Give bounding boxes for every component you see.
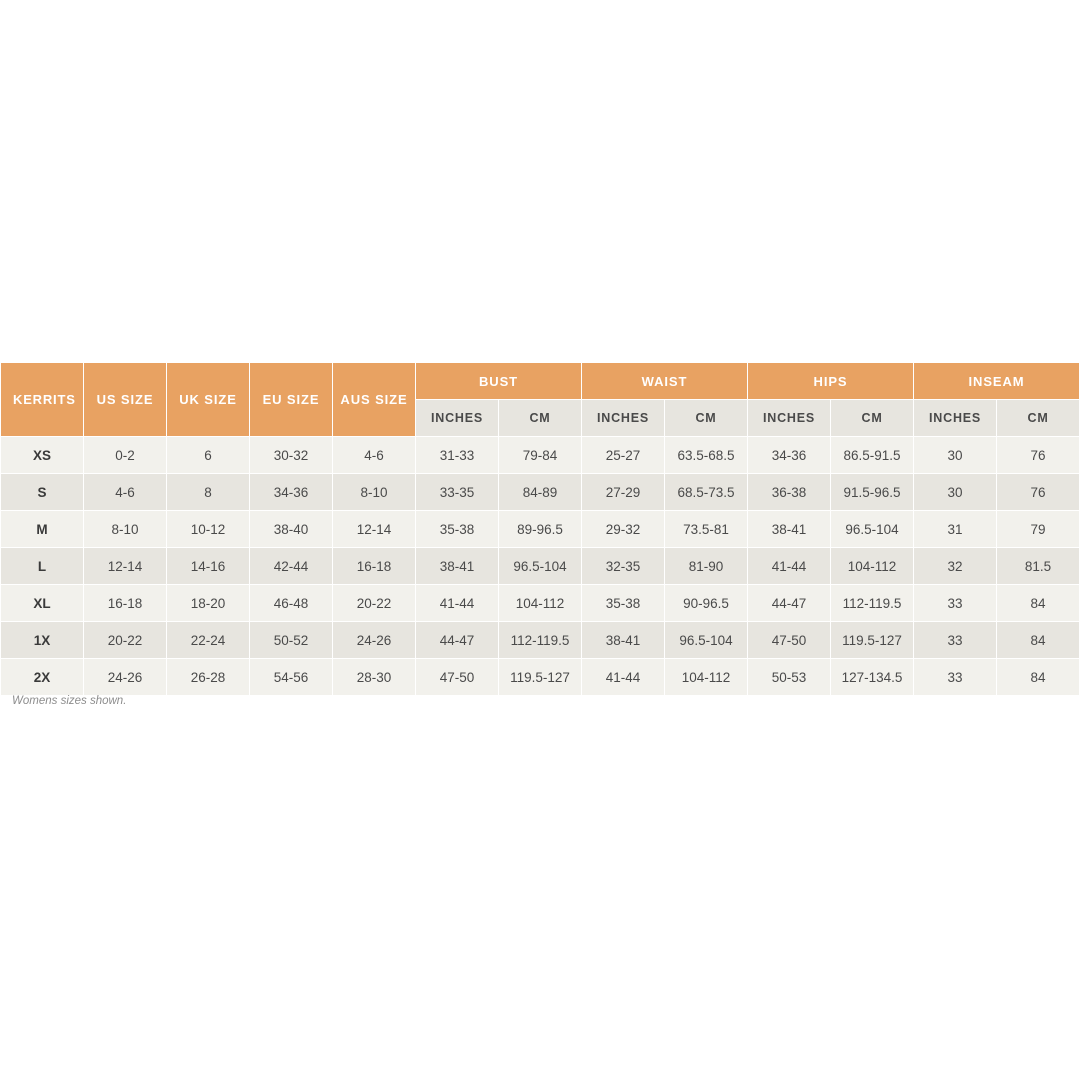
cell-inseam-cm: 76 xyxy=(997,437,1080,474)
cell-aus-size: 4-6 xyxy=(333,437,416,474)
cell-aus-size: 8-10 xyxy=(333,474,416,511)
cell-hips-cm: 91.5-96.5 xyxy=(831,474,914,511)
cell-eu-size: 38-40 xyxy=(250,511,333,548)
cell-bust-inches: 35-38 xyxy=(416,511,499,548)
cell-waist-cm: 68.5-73.5 xyxy=(665,474,748,511)
cell-hips-inches: 50-53 xyxy=(748,659,831,696)
cell-waist-inches: 32-35 xyxy=(582,548,665,585)
table-row xyxy=(1,659,1080,696)
unit-waist-inches: INCHES xyxy=(582,400,665,437)
cell-bust-cm: 112-119.5 xyxy=(499,622,582,659)
unit-bust-cm: CM xyxy=(499,400,582,437)
cell-waist-cm: 81-90 xyxy=(665,548,748,585)
cell-waist-inches: 41-44 xyxy=(582,659,665,696)
cell-uk-size: 8 xyxy=(167,474,250,511)
cell-us-size: 12-14 xyxy=(84,548,167,585)
cell-inseam-inches: 33 xyxy=(914,659,997,696)
cell-eu-size: 54-56 xyxy=(250,659,333,696)
cell-waist-cm: 63.5-68.5 xyxy=(665,437,748,474)
cell-uk-size: 26-28 xyxy=(167,659,250,696)
size-chart-table xyxy=(0,362,1080,696)
cell-inseam-inches: 30 xyxy=(914,474,997,511)
cell-hips-cm: 119.5-127 xyxy=(831,622,914,659)
cell-aus-size: 24-26 xyxy=(333,622,416,659)
group-header-hips: HIPS xyxy=(748,363,914,400)
row-size-label: M xyxy=(1,511,84,548)
cell-us-size: 0-2 xyxy=(84,437,167,474)
cell-hips-cm: 127-134.5 xyxy=(831,659,914,696)
cell-bust-inches: 41-44 xyxy=(416,585,499,622)
cell-hips-inches: 41-44 xyxy=(748,548,831,585)
cell-uk-size: 10-12 xyxy=(167,511,250,548)
cell-inseam-cm: 79 xyxy=(997,511,1080,548)
unit-inseam-cm: CM xyxy=(997,400,1080,437)
row-size-label: 1X xyxy=(1,622,84,659)
cell-bust-inches: 31-33 xyxy=(416,437,499,474)
cell-bust-inches: 47-50 xyxy=(416,659,499,696)
cell-waist-cm: 73.5-81 xyxy=(665,511,748,548)
cell-aus-size: 20-22 xyxy=(333,585,416,622)
cell-hips-inches: 47-50 xyxy=(748,622,831,659)
table-row xyxy=(1,511,1080,548)
row-size-label: S xyxy=(1,474,84,511)
cell-inseam-cm: 84 xyxy=(997,659,1080,696)
unit-hips-cm: CM xyxy=(831,400,914,437)
unit-waist-cm: CM xyxy=(665,400,748,437)
table-row xyxy=(1,585,1080,622)
cell-eu-size: 30-32 xyxy=(250,437,333,474)
cell-inseam-inches: 33 xyxy=(914,585,997,622)
cell-inseam-cm: 84 xyxy=(997,622,1080,659)
cell-waist-cm: 96.5-104 xyxy=(665,622,748,659)
cell-inseam-inches: 31 xyxy=(914,511,997,548)
cell-waist-inches: 38-41 xyxy=(582,622,665,659)
cell-hips-cm: 86.5-91.5 xyxy=(831,437,914,474)
cell-aus-size: 16-18 xyxy=(333,548,416,585)
cell-eu-size: 46-48 xyxy=(250,585,333,622)
cell-eu-size: 50-52 xyxy=(250,622,333,659)
group-header-us-size: US SIZE xyxy=(84,363,167,437)
cell-bust-inches: 33-35 xyxy=(416,474,499,511)
cell-hips-cm: 96.5-104 xyxy=(831,511,914,548)
table-row xyxy=(1,622,1080,659)
group-header-waist: WAIST xyxy=(582,363,748,400)
cell-inseam-cm: 76 xyxy=(997,474,1080,511)
table-row xyxy=(1,548,1080,585)
cell-waist-inches: 35-38 xyxy=(582,585,665,622)
cell-bust-cm: 89-96.5 xyxy=(499,511,582,548)
cell-bust-cm: 104-112 xyxy=(499,585,582,622)
size-chart-container xyxy=(0,362,1080,696)
cell-waist-cm: 90-96.5 xyxy=(665,585,748,622)
group-header-aus-size: AUS SIZE xyxy=(333,363,416,437)
group-header-bust: BUST xyxy=(416,363,582,400)
cell-hips-inches: 36-38 xyxy=(748,474,831,511)
row-size-label: 2X xyxy=(1,659,84,696)
cell-hips-cm: 112-119.5 xyxy=(831,585,914,622)
cell-hips-inches: 38-41 xyxy=(748,511,831,548)
cell-us-size: 20-22 xyxy=(84,622,167,659)
cell-uk-size: 14-16 xyxy=(167,548,250,585)
cell-inseam-cm: 84 xyxy=(997,585,1080,622)
cell-bust-cm: 119.5-127 xyxy=(499,659,582,696)
cell-hips-cm: 104-112 xyxy=(831,548,914,585)
cell-aus-size: 12-14 xyxy=(333,511,416,548)
cell-bust-cm: 84-89 xyxy=(499,474,582,511)
cell-inseam-inches: 30 xyxy=(914,437,997,474)
row-size-label: XS xyxy=(1,437,84,474)
cell-waist-cm: 104-112 xyxy=(665,659,748,696)
unit-inseam-inches: INCHES xyxy=(914,400,997,437)
cell-hips-inches: 34-36 xyxy=(748,437,831,474)
row-size-label: XL xyxy=(1,585,84,622)
cell-bust-inches: 44-47 xyxy=(416,622,499,659)
cell-inseam-inches: 32 xyxy=(914,548,997,585)
cell-inseam-inches: 33 xyxy=(914,622,997,659)
cell-us-size: 24-26 xyxy=(84,659,167,696)
cell-uk-size: 6 xyxy=(167,437,250,474)
cell-waist-inches: 27-29 xyxy=(582,474,665,511)
cell-bust-cm: 79-84 xyxy=(499,437,582,474)
cell-eu-size: 34-36 xyxy=(250,474,333,511)
cell-waist-inches: 29-32 xyxy=(582,511,665,548)
chart-footnote: Womens sizes shown. xyxy=(12,695,127,707)
table-row xyxy=(1,474,1080,511)
group-header-eu-size: EU SIZE xyxy=(250,363,333,437)
cell-bust-cm: 96.5-104 xyxy=(499,548,582,585)
cell-us-size: 4-6 xyxy=(84,474,167,511)
cell-us-size: 8-10 xyxy=(84,511,167,548)
unit-hips-inches: INCHES xyxy=(748,400,831,437)
cell-hips-inches: 44-47 xyxy=(748,585,831,622)
cell-waist-inches: 25-27 xyxy=(582,437,665,474)
group-header-uk-size: UK SIZE xyxy=(167,363,250,437)
table-row xyxy=(1,437,1080,474)
group-header-row xyxy=(1,363,1080,400)
row-size-label: L xyxy=(1,548,84,585)
cell-aus-size: 28-30 xyxy=(333,659,416,696)
cell-us-size: 16-18 xyxy=(84,585,167,622)
cell-eu-size: 42-44 xyxy=(250,548,333,585)
brand-header-cell: KERRITS xyxy=(1,363,84,437)
cell-inseam-cm: 81.5 xyxy=(997,548,1080,585)
unit-bust-inches: INCHES xyxy=(416,400,499,437)
cell-uk-size: 18-20 xyxy=(167,585,250,622)
cell-uk-size: 22-24 xyxy=(167,622,250,659)
cell-bust-inches: 38-41 xyxy=(416,548,499,585)
group-header-inseam: INSEAM xyxy=(914,363,1080,400)
